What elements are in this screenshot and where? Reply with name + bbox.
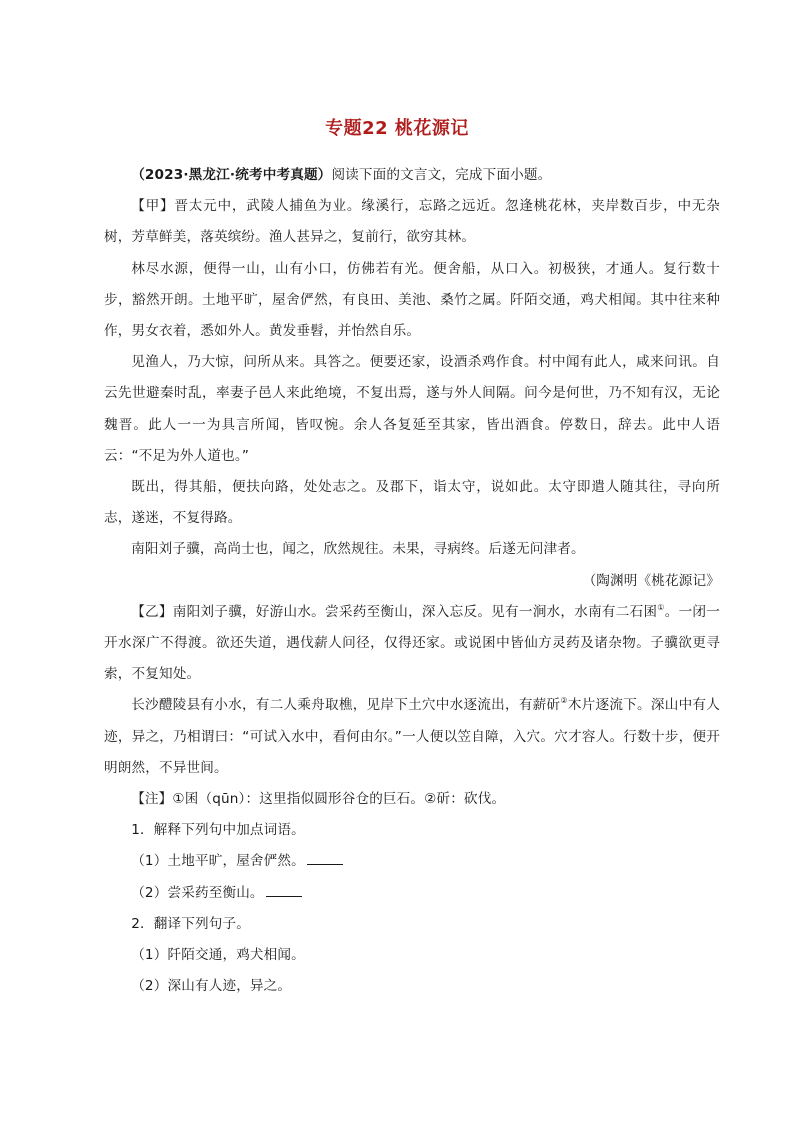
annotation-note: 【注】①囷（qūn）：这里指似圆形谷仓的巨石。②斫：砍伐。 bbox=[131, 791, 506, 808]
question-2-item-2: （2）深山有人迹，异之。 bbox=[131, 978, 292, 995]
passage-jia-source: （陶渊明《桃花源记》 bbox=[582, 572, 720, 589]
passage-yi-label: 【乙】 bbox=[131, 603, 173, 620]
page-title: 专题22 桃花源记 bbox=[325, 118, 469, 139]
question-1: 1．解释下列句中加点词语。 bbox=[131, 822, 305, 839]
question-1-item-2: （2）尝采药至衡山。 bbox=[104, 878, 720, 909]
instruction-text: 阅读下面的文言文，完成下面小题。 bbox=[331, 167, 552, 183]
passage-yi-paragraph-2: 长沙醴陵县有小水，有二人乘舟取樵，见岸下土穴中水逐流出，有薪斫②木片逐流下。深山中有人迹，异之，乃相谓曰：“可试入水中，看何由尔。”一人便以笠自障，入穴。穴才容人。行数十步，便开明朗然，不异世间。 bbox=[104, 696, 721, 776]
question-2: 2．翻译下列句子。 bbox=[131, 915, 250, 932]
document-body bbox=[104, 160, 720, 1002]
answer-blank[interactable] bbox=[307, 850, 343, 865]
passage-yi-paragraph-1: 【乙】南阳刘子骥，好游山水。尝采药至衡山，深入忘反。见有一涧水，水南有二石囷①。一闭一开水深广不得渡。欲还失道，遇伐薪人问径，仅得还家。或说囷中皆仙方灵药及诸杂物。子骥欲更寻索，不复知处。 bbox=[104, 602, 721, 683]
question-2-item-1: （1）阡陌交通，鸡犬相闻。 bbox=[131, 947, 305, 964]
footnote-marker-2: ② bbox=[560, 696, 568, 706]
exam-source-tag: （2023·黑龙江·统考中考真题） bbox=[131, 167, 332, 183]
intro-line bbox=[104, 160, 720, 191]
passage-jia-paragraph-4: 既出，得其船，便扶向路，处处志之。及郡下，诣太守，说如此。太守即遣人随其往，寻向所志，遂迷，不复得路。 bbox=[104, 479, 720, 527]
answer-blank[interactable] bbox=[266, 882, 302, 897]
footnote-marker-1: ① bbox=[657, 602, 665, 612]
passage-jia-paragraph-1: 【甲】晋太元中，武陵人捕鱼为业。缘溪行，忘路之远近。忽逢桃花林，夹岸数百步，中无杂树，芳草鲜美，落英缤纷。渔人甚异之，复前行，欲穷其林。 bbox=[104, 198, 721, 246]
passage-jia-paragraph-2: 林尽水源，便得一山，山有小口，仿佛若有光。便舍船，从口入。初极狭，才通人。复行数十步，豁然开朗。土地平旷，屋舍俨然，有良田、美池、桑竹之属。阡陌交通，鸡犬相闻。其中往来种作，男女衣着，悉如外人。黄发垂髫，并怡然自乐。 bbox=[104, 260, 720, 340]
passage-jia-paragraph-3: 见渔人，乃大惊，问所从来。具答之。便要还家，设酒杀鸡作食。村中闻有此人，咸来问讯。自云先世避秦时乱，率妻子邑人来此绝境，不复出焉，遂与外人间隔。问今是何世，乃不知有汉，无论魏晋。此人一一为具言所闻，皆叹惋。余人各复延至其家，皆出酒食。停数日，辞去。此中人语云：“不足为外人道也。” bbox=[104, 354, 720, 464]
question-1-item-1: （1）土地平旷，屋舍俨然。 bbox=[104, 846, 720, 877]
passage-jia-paragraph-5: 南阳刘子骥，高尚士也，闻之，欣然规往。未果，寻病终。后遂无问津者。 bbox=[131, 541, 585, 558]
passage-jia-label: 【甲】 bbox=[131, 198, 175, 215]
